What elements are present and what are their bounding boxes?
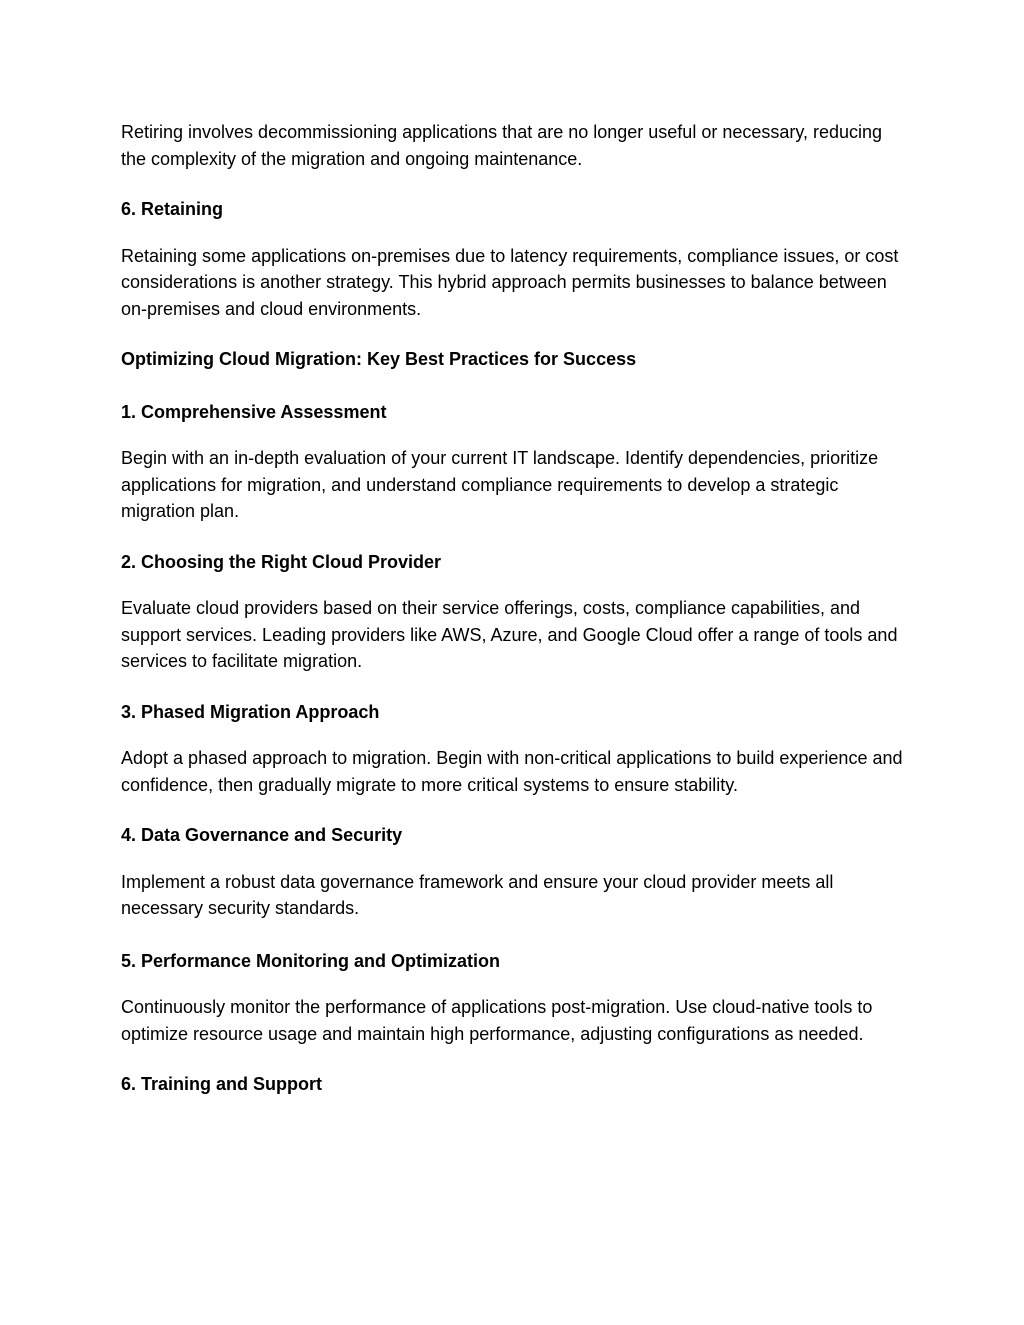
best-practices-section-heading: Optimizing Cloud Migration: Key Best Practices for Success	[121, 349, 637, 369]
assessment-heading: 1. Comprehensive Assessment	[121, 401, 387, 422]
retiring-paragraph: Retiring involves decommissioning applications that are no longer useful or necessary, reducing the complexity of the migration and ongoing maintenance.	[121, 122, 883, 169]
phased-heading: 3. Phased Migration Approach	[121, 701, 380, 722]
assessment-paragraph: Begin with an in-depth evaluation of your current IT landscape. Identify dependencies, prioritize applications for migration, and understand compliance requirements to develop a strategic migration plan.	[121, 448, 879, 521]
performance-heading: 5. Performance Monitoring and Optimization	[121, 950, 501, 971]
provider-heading: 2. Choosing the Right Cloud Provider	[121, 551, 442, 572]
governance-heading: 4. Data Governance and Security	[121, 825, 403, 845]
retaining-heading: 6. Retaining	[121, 199, 224, 219]
governance-paragraph: Implement a robust data governance framework and ensure your cloud provider meets all necessary security standards.	[121, 871, 834, 918]
training-heading: 6. Training and Support	[121, 1074, 323, 1094]
provider-paragraph: Evaluate cloud providers based on their service offerings, costs, compliance capabilities, and support services. Leading providers like AWS, Azure, and Google Cloud offer a range of tools and services to facilitate migration.	[121, 598, 898, 671]
retaining-paragraph: Retaining some applications on-premises due to latency requirements, compliance issues, or cost considerations is another strategy. This hybrid approach permits businesses to balance between on-premises and cloud environments.	[121, 245, 899, 319]
phased-paragraph: Adopt a phased approach to migration. Begin with non-critical applications to build experience and confidence, then gradually migrate to more critical systems to ensure stability.	[121, 748, 903, 795]
document-content	[121, 119, 911, 1098]
performance-paragraph: Continuously monitor the performance of applications post-migration. Use cloud-native tools to optimize resource usage and maintain high performance, adjusting configurations as needed.	[121, 997, 873, 1044]
